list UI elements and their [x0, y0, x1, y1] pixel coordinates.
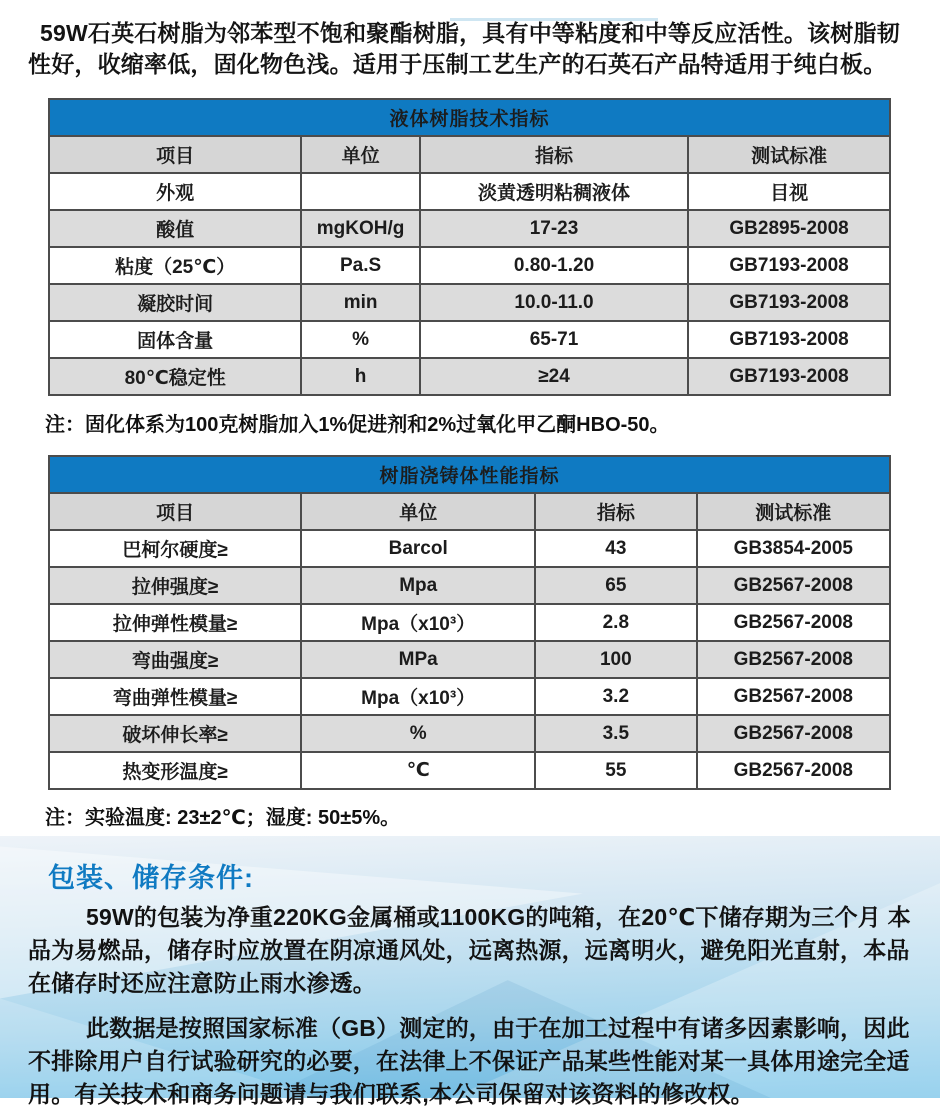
table-cell: MPa: [301, 641, 535, 678]
table-cell: ≥24: [420, 358, 688, 395]
table-cell: 破坏伸长率≥: [49, 715, 301, 752]
table-cell: min: [301, 284, 420, 321]
table-cell: 酸值: [49, 210, 301, 247]
table-cell: 固体含量: [49, 321, 301, 358]
column-header-item: 项目: [49, 493, 301, 530]
table-row: [49, 752, 890, 789]
table-cell: Barcol: [301, 530, 535, 567]
table-cell: 拉伸弹性模量≥: [49, 604, 301, 641]
table-row: [49, 247, 890, 284]
table-cell: 目视: [688, 173, 890, 210]
page-content: [0, 18, 940, 1111]
table-cell: GB2567-2008: [697, 752, 890, 789]
liquid-resin-table-note: 注：固化体系为100克树脂加入1%促进剂和2%过氧化甲乙酮HBO-50。: [45, 414, 670, 436]
column-header-standard: 测试标准: [697, 493, 890, 530]
column-header-unit: 单位: [301, 136, 420, 173]
table-cell: GB2895-2008: [688, 210, 890, 247]
column-header-unit: 单位: [301, 493, 535, 530]
table-cell: 3.2: [535, 678, 696, 715]
table-cell: GB7193-2008: [688, 284, 890, 321]
storage-paragraph: 59W的包装为净重220KG金属桶或1100KG的吨箱，在20℃下储存期为三个月 本品为易燃品，储存时应放置在阴凉通风处，远离热源，远离明火，避免阳光直射，本品在储存时还应注意防止雨水渗透。: [28, 904, 911, 996]
table-row: [49, 284, 890, 321]
table-cell: %: [301, 715, 535, 752]
table-cell: GB2567-2008: [697, 567, 890, 604]
table-cell: 2.8: [535, 604, 696, 641]
table-row: [49, 173, 890, 210]
column-header-spec: 指标: [420, 136, 688, 173]
disclaimer-paragraph: 此数据是按照国家标准（GB）测定的，由于在加工过程中有诸多因素影响，因此不排除用户自行试验研究的必要，在法律上不保证产品某些性能对某一具体用途完全适用。有关技术和商务问题请与我们联系,本公司保留对该资料的修改权。: [28, 1015, 910, 1107]
table-cell: GB2567-2008: [697, 715, 890, 752]
table-row: [49, 210, 890, 247]
table-row: [49, 604, 890, 641]
table-cell: 弯曲弹性模量≥: [49, 678, 301, 715]
table-cell: 65: [535, 567, 696, 604]
column-header-standard: 测试标准: [688, 136, 890, 173]
table-cell: 粘度（25℃）: [49, 247, 301, 284]
table-cell: Mpa（x10³）: [301, 604, 535, 641]
table-cell: ℃: [301, 752, 535, 789]
intro-paragraph: 59W石英石树脂为邻苯型不饱和聚酯树脂，具有中等粘度和中等反应活性。该树脂韧性好，收缩率低，固化物色浅。适用于压制工艺生产的石英石产品特适用于纯白板。: [28, 20, 900, 77]
table-cell: 凝胶时间: [49, 284, 301, 321]
table-cell: 巴柯尔硬度≥: [49, 530, 301, 567]
cast-body-table-note: 注：实验温度: 23±2℃；湿度: 50±5%。: [45, 807, 401, 829]
table-cell: 热变形温度≥: [49, 752, 301, 789]
table-title-row: [49, 456, 890, 493]
table-cell: Pa.S: [301, 247, 420, 284]
table-header-row: [49, 493, 890, 530]
table-cell: 弯曲强度≥: [49, 641, 301, 678]
table-cell: GB3854-2005: [697, 530, 890, 567]
table-cell: 17-23: [420, 210, 688, 247]
table-cell: mgKOH/g: [301, 210, 420, 247]
table-cell: GB7193-2008: [688, 321, 890, 358]
table-cell: GB2567-2008: [697, 604, 890, 641]
storage-section-title: 包装、储存条件:: [48, 863, 254, 893]
column-header-spec: 指标: [535, 493, 696, 530]
table-title: 液体树脂技术指标: [49, 99, 890, 136]
table-cell: GB2567-2008: [697, 641, 890, 678]
table-title-row: [49, 99, 890, 136]
table-cell: 3.5: [535, 715, 696, 752]
table-row: [49, 678, 890, 715]
table-cell: 100: [535, 641, 696, 678]
table-row: [49, 321, 890, 358]
column-header-item: 项目: [49, 136, 301, 173]
table-cell: GB7193-2008: [688, 358, 890, 395]
table-cell: Mpa（x10³）: [301, 678, 535, 715]
table-row: [49, 715, 890, 752]
table-cell: 拉伸强度≥: [49, 567, 301, 604]
table-row: [49, 358, 890, 395]
table-cell: 淡黄透明粘稠液体: [420, 173, 688, 210]
table-row: [49, 567, 890, 604]
table-header-row: [49, 136, 890, 173]
table-cell: GB7193-2008: [688, 247, 890, 284]
table-row: [49, 641, 890, 678]
table-cell: 10.0-11.0: [420, 284, 688, 321]
table-cell: 80℃稳定性: [49, 358, 301, 395]
table-cell: 外观: [49, 173, 301, 210]
table-cell: [301, 173, 420, 210]
table-cell: h: [301, 358, 420, 395]
table-title: 树脂浇铸体性能指标: [49, 456, 890, 493]
cast-body-spec-table: [48, 455, 891, 790]
table-cell: 65-71: [420, 321, 688, 358]
liquid-resin-spec-table: [48, 98, 891, 396]
table-cell: 0.80-1.20: [420, 247, 688, 284]
table-cell: %: [301, 321, 420, 358]
table-cell: 43: [535, 530, 696, 567]
table-cell: 55: [535, 752, 696, 789]
table-cell: GB2567-2008: [697, 678, 890, 715]
table-cell: Mpa: [301, 567, 535, 604]
table-row: [49, 530, 890, 567]
